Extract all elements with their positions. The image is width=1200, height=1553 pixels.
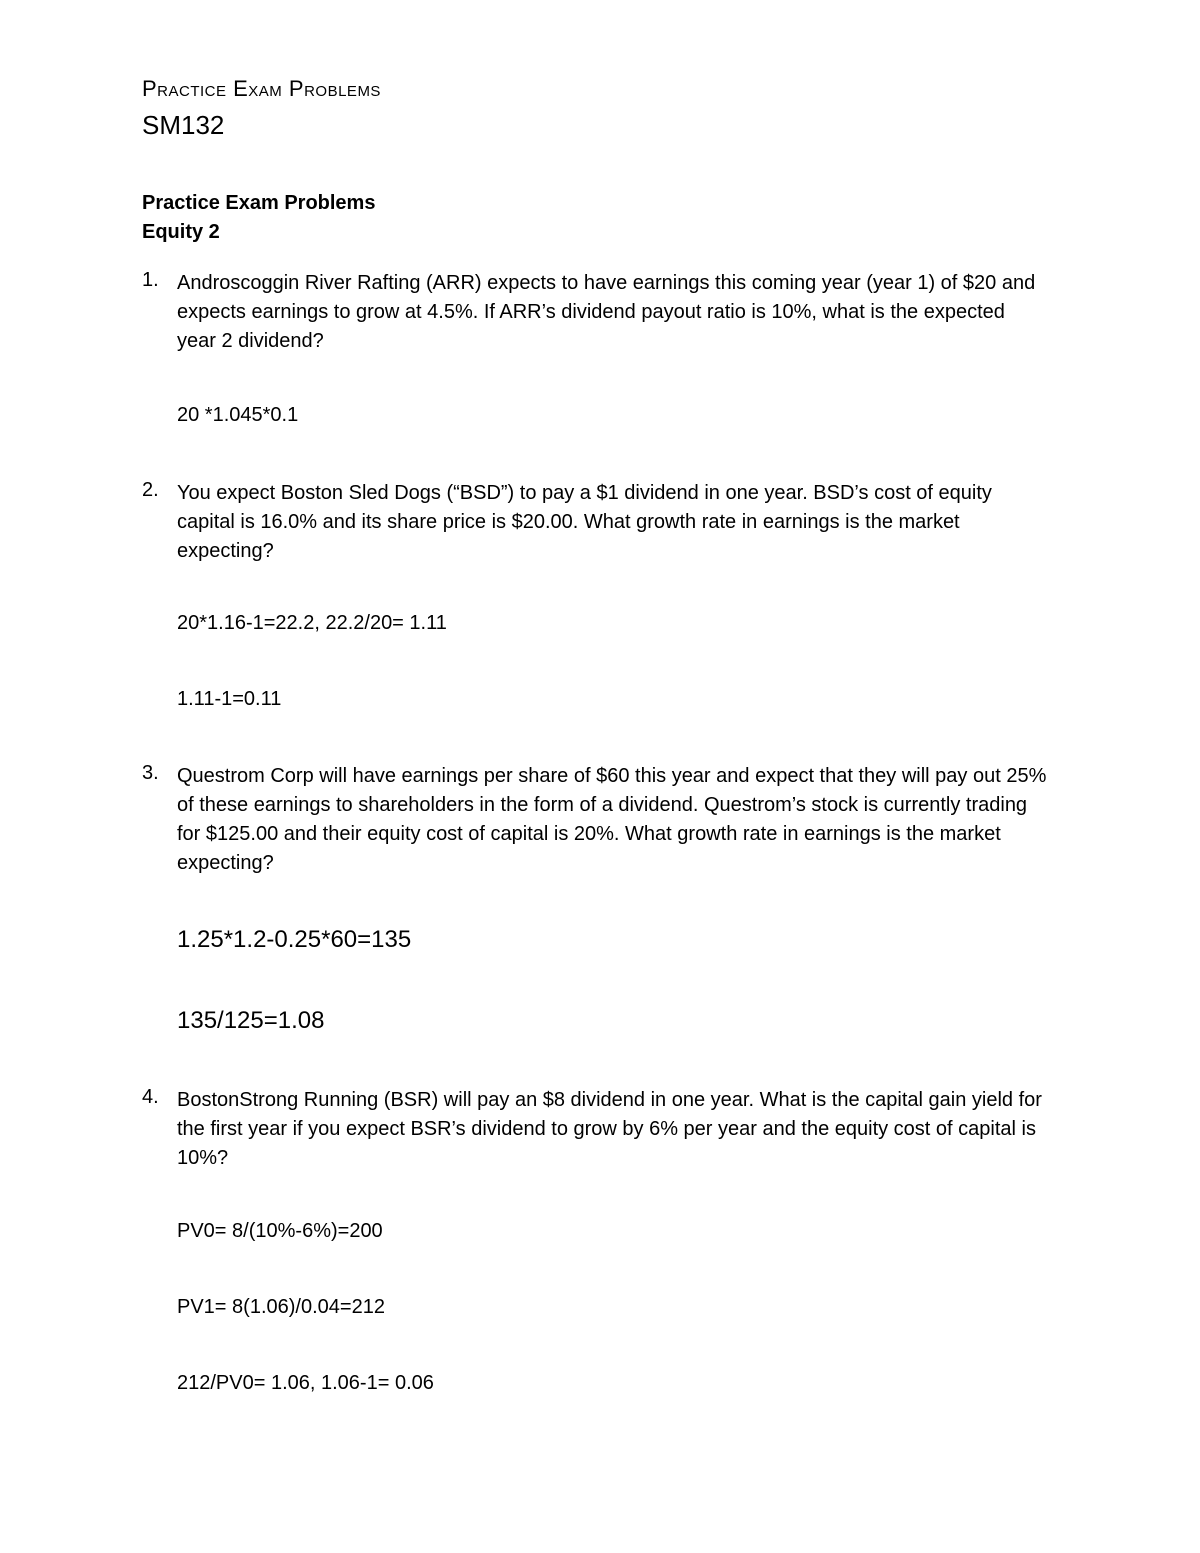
question-number: 1.: [142, 269, 159, 291]
question-text: Questrom Corp will have earnings per share of $60 this year and expect that they will pay out 25% of these earnings to shareholders in the form of a dividend. Questrom’s stock is currently trading for $125.00 and their equity cost of capital is 20%. What growth rate in earnings is the market expecting?: [177, 765, 1047, 874]
question-text: BostonStrong Running (BSR) will pay an $8 dividend in one year. What is the capital gain yield for the first year if you expect BSR’s dividend to grow by 6% per year and the equity cost of capital is 10%?: [177, 1089, 1042, 1169]
question-text: Androscoggin River Rafting (ARR) expects to have earnings this coming year (year 1) of $20 and expects earnings to grow at 4.5%. If ARR’s dividend payout ratio is 10%, what is the expected year 2 dividend?: [177, 272, 1036, 352]
question-number: 4.: [142, 1086, 159, 1108]
answer-line: 135/125=1.08: [177, 1007, 325, 1034]
answer-line: 20*1.16-1=22.2, 22.2/20= 1.11: [177, 612, 447, 634]
answer-line: 1.11-1=0.11: [177, 688, 282, 710]
section-subtitle: Equity 2: [142, 221, 220, 243]
header-title: Practice Exam Problems: [142, 76, 381, 101]
answer-line: 1.25*1.2-0.25*60=135: [177, 926, 412, 953]
answer-line: PV0= 8/(10%-6%)=200: [177, 1220, 383, 1242]
answer-line: PV1= 8(1.06)/0.04=212: [177, 1296, 385, 1318]
section-title: Practice Exam Problems: [142, 192, 376, 214]
answer-line: 20 *1.045*0.1: [177, 404, 299, 426]
question-text: You expect Boston Sled Dogs (“BSD”) to pay a $1 dividend in one year. BSD’s cost of equity capital is 16.0% and its share price is $20.00. What growth rate in earnings is the market expecting?: [177, 482, 992, 562]
header-course: SM132: [142, 110, 225, 140]
question-number: 2.: [142, 479, 159, 501]
answer-line: 212/PV0= 1.06, 1.06-1= 0.06: [177, 1372, 434, 1394]
question-number: 3.: [142, 762, 159, 784]
